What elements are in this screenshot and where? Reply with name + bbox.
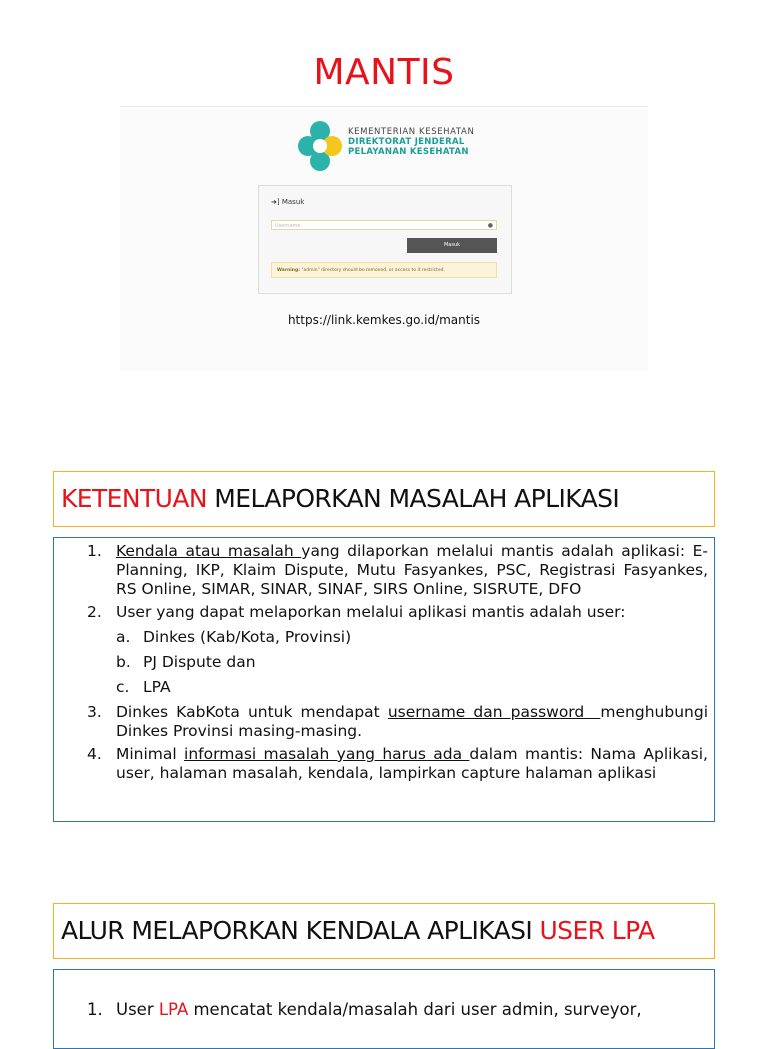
list-item-text: LPA: [143, 678, 171, 696]
list-item-letter: c.: [116, 678, 130, 696]
logo-line-2: DIREKTORAT JENDERAL: [348, 137, 465, 147]
list-item-text: User yang dapat melaporkan melalui aplikasi mantis adalah user:: [116, 603, 626, 621]
list-item-text: dalam mantis: Nama Aplikasi, user, halaman masalah, kendala, lampirkan capture halaman aplikasi: [116, 745, 708, 782]
section-alur-title-red: USER LPA: [539, 916, 655, 945]
list-item-text: Minimal: [116, 745, 185, 763]
login-heading: [271, 198, 304, 206]
list-item-text: User: [116, 1000, 159, 1019]
logo-line-3: PELAYANAN KESEHATAN: [348, 147, 469, 157]
section-ketentuan-title-rest: MELAPORKAN MASALAH APLIKASI: [206, 484, 620, 513]
list-item-text: menghubungi Dinkes Provinsi masing-masing.: [116, 703, 708, 740]
list-item-text: Dinkes KabKota untuk mendapat: [116, 703, 388, 721]
list-item-text: Dinkes (Kab/Kota, Provinsi): [143, 628, 352, 646]
list-item-number: 1.: [87, 542, 102, 560]
list-item: [54, 603, 714, 622]
list-item-red: LPA: [158, 1000, 189, 1019]
section-alur-title: [53, 903, 715, 959]
list-item-number: 1.: [87, 1000, 103, 1019]
list-item-text: mencatat kendala/masalah dari user admin, surveyor,: [188, 1000, 642, 1019]
page-title: MANTIS: [313, 52, 455, 93]
list-item-underlined: Kendala atau masalah: [116, 542, 302, 560]
list-item-letter: b.: [116, 653, 131, 671]
kemenkes-logo: [296, 119, 556, 173]
warning-text: "admin" directory should be removed, or access to it restricted.: [301, 268, 445, 273]
list-subitem: [54, 653, 714, 672]
section-ketentuan-title: [53, 471, 715, 527]
login-screenshot: [120, 106, 648, 371]
list-subitem: [54, 628, 714, 647]
alur-list-box: [53, 969, 715, 1049]
sign-in-icon: ➜]: [271, 198, 280, 206]
login-heading-text: Masuk: [281, 198, 305, 206]
mantis-url[interactable]: https://link.kemkes.go.id/mantis: [287, 313, 481, 327]
login-panel: [258, 185, 512, 294]
warning-alert: [271, 262, 497, 278]
list-item-text: PJ Dispute dan: [143, 653, 256, 671]
list-item-number: 3.: [87, 703, 102, 721]
list-item-underlined: informasi masalah yang harus ada: [184, 745, 470, 763]
list-item: [54, 703, 714, 741]
section-alur-title-rest: ALUR MELAPORKAN KENDALA APLIKASI: [61, 916, 540, 945]
list-item: [54, 1000, 714, 1019]
list-item-number: 2.: [87, 603, 102, 621]
list-subitem: [54, 678, 714, 697]
list-item-text: yang dilaporkan melalui mantis adalah aplikasi: E-Planning, IKP, Klaim Dispute, Mutu Fasyankes, PSC, Registrasi Fasyankes, RS Online, SIMAR, SINAR, SINAF, SIRS Online, SISRUTE, DFO: [116, 542, 709, 598]
logo-line-1: KEMENTERIAN KESEHATAN: [348, 127, 475, 137]
section-ketentuan-title-red: KETENTUAN: [61, 484, 207, 513]
kemenkes-emblem-icon: [296, 119, 344, 173]
list-item-underlined: username dan password: [387, 703, 601, 721]
list-item-letter: a.: [116, 628, 131, 646]
login-button[interactable]: Masuk: [407, 238, 497, 253]
warning-label: Warning:: [277, 268, 301, 273]
list-item-number: 4.: [87, 745, 102, 763]
list-item: [54, 542, 714, 599]
ketentuan-list-box: [53, 537, 715, 822]
username-placeholder: Username: [275, 223, 301, 229]
user-icon: ●: [487, 222, 493, 229]
list-item: [54, 745, 714, 783]
username-input[interactable]: [271, 220, 497, 230]
